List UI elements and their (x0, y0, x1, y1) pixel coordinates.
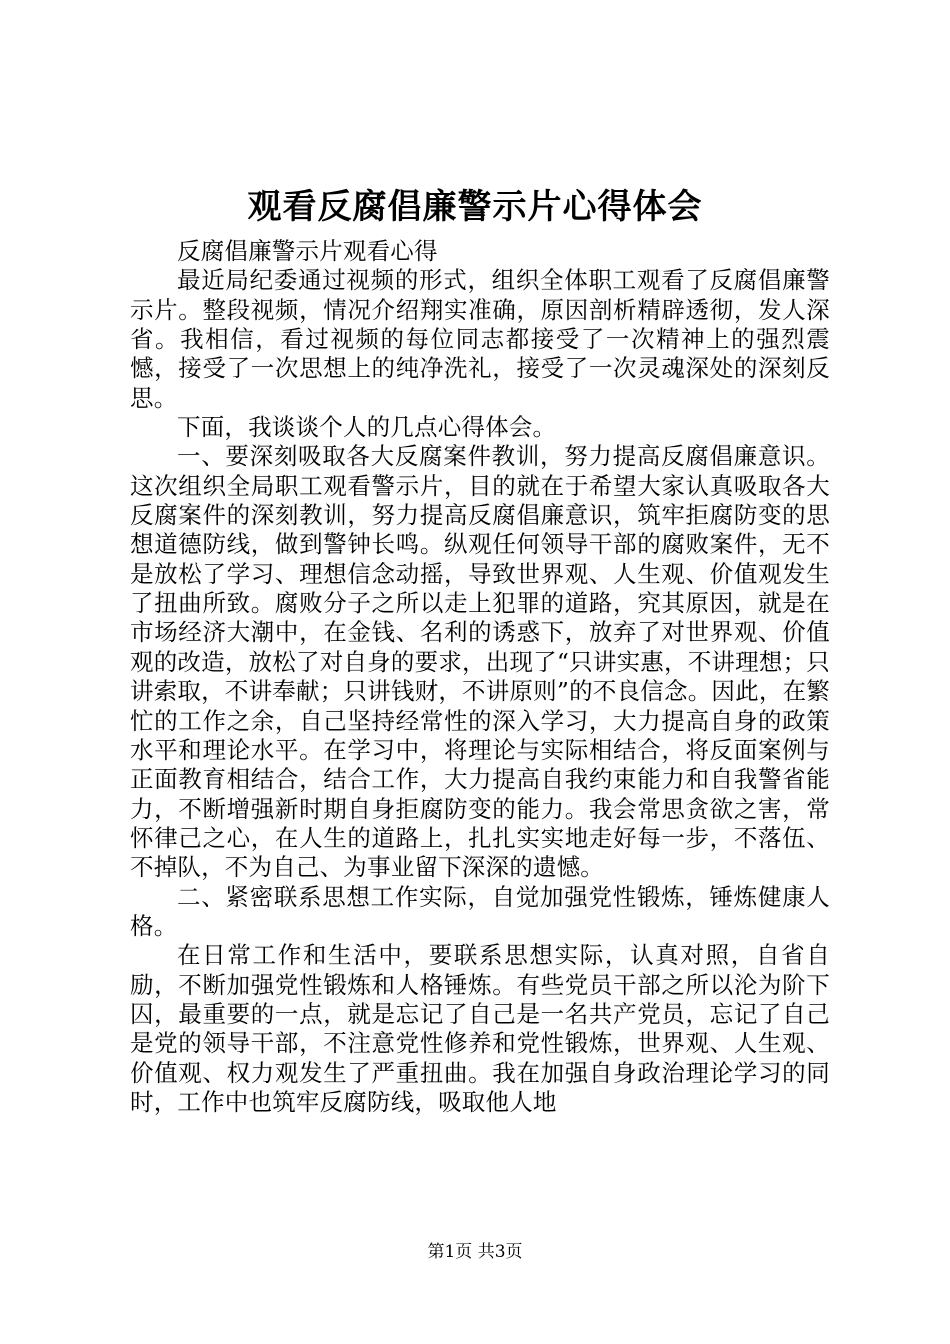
paragraph-point-two-detail: 在日常工作和生活中，要联系思想实际，认真对照，自省自励，不断加强党性锻炼和人格锤炼。有些党员干部之所以沦为阶下囚，最重要的一点，就是忘记了自己是一名共产党员，忘记了自己是党的领导干部，不注意党性修养和党性锻炼，世界观、人生观、价值观、权力观发生了严重扭曲。我在加强自身政治理论学习的同时，工作中也筑牢反腐防线，吸取他人地 (130, 941, 830, 1116)
document-title: 观看反腐倡廉警示片心得体会 (247, 187, 703, 227)
document-body (130, 237, 830, 1117)
paragraph-point-one: 一、要深刻吸取各大反腐案件教训，努力提高反腐倡廉意识。这次组织全局职工观看警示片，目的就在于希望大家认真吸取各大反腐案件的深刻教训，努力提高反腐倡廉意识，筑牢拒腐防变的思想道德防线，做到警钟长鸣。纵观任何领导干部的腐败案件，无不是放松了学习、理想信念动摇，导致世界观、人生观、价值观发生了扭曲所致。腐败分子之所以走上犯罪的道路，究其原因，就是在市场经济大潮中，在金钱、名利的诱惑下，放弃了对世界观、价值观的改造，放松了对自身的要求，出现了“只讲实惠，不讲理想；只讲索取，不讲奉献；只讲钱财，不讲原则”的不良信念。因此，在繁忙的工作之余，自己坚持经常性的深入学习，大力提高自身的政策水平和理论水平。在学习中，将理论与实际相结合，将反面案例与正面教育相结合，结合工作，大力提高自我约束能力和自我警省能力，不断增强新时期自身拒腐防变的能力。我会常思贪欲之害，常怀律己之心，在人生的道路上，扎扎实实地走好每一步，不落伍、不掉队，不为自己、为事业留下深深的遗憾。 (130, 442, 830, 882)
paragraph-transition: 下面，我谈谈个人的几点心得体会。 (177, 413, 557, 442)
paragraph-point-two: 二、紧密联系思想工作实际，自觉加强党性锻炼，锤炼健康人格。 (130, 882, 830, 940)
paragraph-intro: 最近局纪委通过视频的形式，组织全体职工观看了反腐倡廉警示片。整段视频，情况介绍翔实准确，原因剖析精辟透彻，发人深省。我相信，看过视频的每位同志都接受了一次精神上的强烈震憾，接受了一次思想上的纯净洗礼，接受了一次灵魂深处的深刻反思。 (130, 266, 830, 412)
paragraph-subtitle: 反腐倡廉警示片观看心得 (177, 237, 438, 265)
page-footer: 第1页 共3页 (427, 1242, 523, 1262)
